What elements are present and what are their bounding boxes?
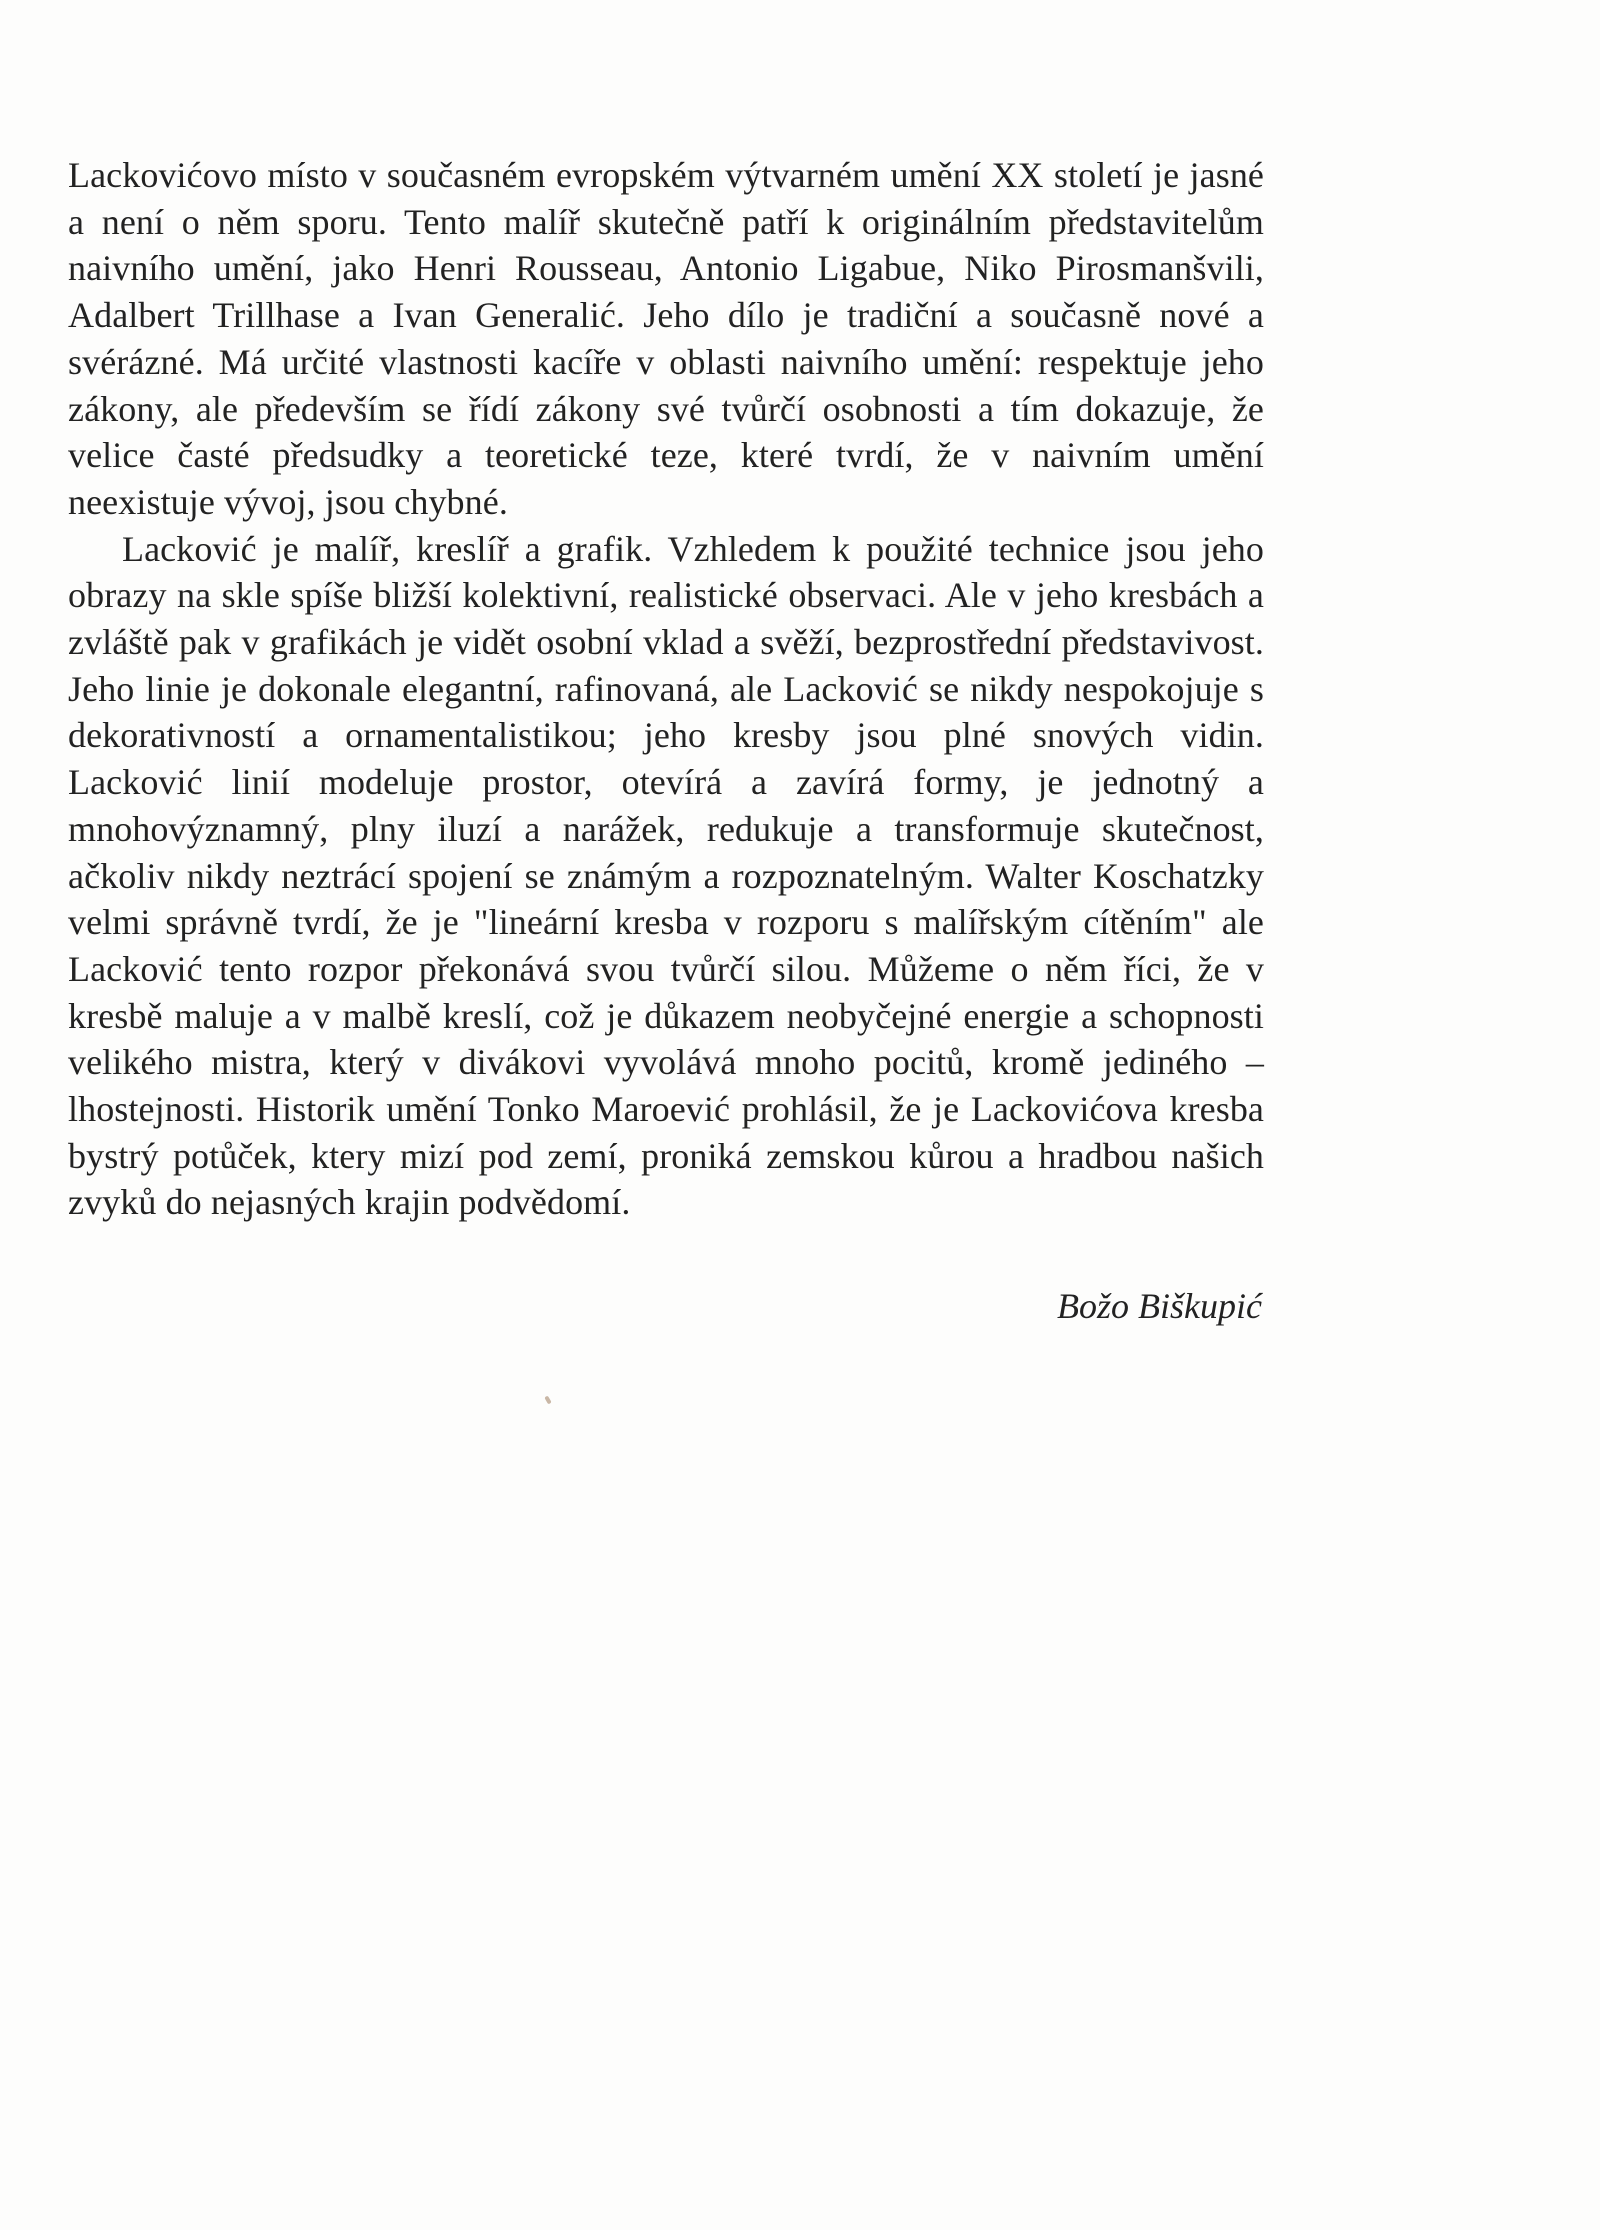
article-body <box>68 152 1264 1226</box>
paragraph-intro: Lackovićovo místo v současném evropském výtvarném umění XX století je jasné a není o něm sporu. Tento malíř skutečně patří k originálním představitelům naivního umění, jako Henri Rousseau, Antonio Ligabue, Niko Pirosmanšvili, Adalbert Trillhase a Ivan Generalić. Jeho dílo je tradiční a současně nové a svérázné. Má určité vlastnosti kacíře v oblasti naivního umění: respektuje jeho zákony, ale především se řídí zákony své tvůrčí osobnosti a tím dokazuje, že velice časté předsudky a teoretické teze, které tvrdí, že v naivním umění neexistuje vývoj, jsou chybné. <box>68 155 1264 522</box>
author-signature: Božo Biškupić <box>1057 1286 1262 1326</box>
paper-speck <box>544 1396 551 1405</box>
paragraph-lackovic-artist: Lacković je malíř, kreslíř a grafik. Vzhledem k použité technice jsou jeho obrazy na skle spíše bližší kolektivní, realistické observaci. Ale v jeho kresbách a zvláště pak v grafikách je vidět osobní vklad a svěží, bezprostřední představivost. Jeho linie je dokonale elegantní, rafinovaná, ale Lacković se nikdy nespokojuje s dekorativností a ornamentalistikou; jeho kresby jsou plné snových vidin. Lacković linií modeluje prostor, otevírá a zavírá formy, je jednotný a mnohovýznamný, plny iluzí a narážek, redukuje a transformuje skutečnost, ačkoliv nikdy neztrácí spojení se známým a rozpoznatelným. Walter Koschatzky velmi správně tvrdí, že je "lineární kresba v rozporu s malířským cítěním" ale Lacković tento rozpor překonává svou tvůrčí silou. Můžeme o něm říci, že v kresbě maluje a v malbě kreslí, což je důkazem neobyčejné energie a schopnosti velikého mistra, který v divákovi vyvolává mnoho pocitů, kromě jediného – lhostejnosti. Historik umění Tonko Maroević prohlásil, že je Lackovićova kresba bystrý potůček, ktery mizí pod zemí, proniká zemskou kůrou a hradbou našich zvyků do nejasných krajin podvědomí. <box>68 528 1264 1223</box>
